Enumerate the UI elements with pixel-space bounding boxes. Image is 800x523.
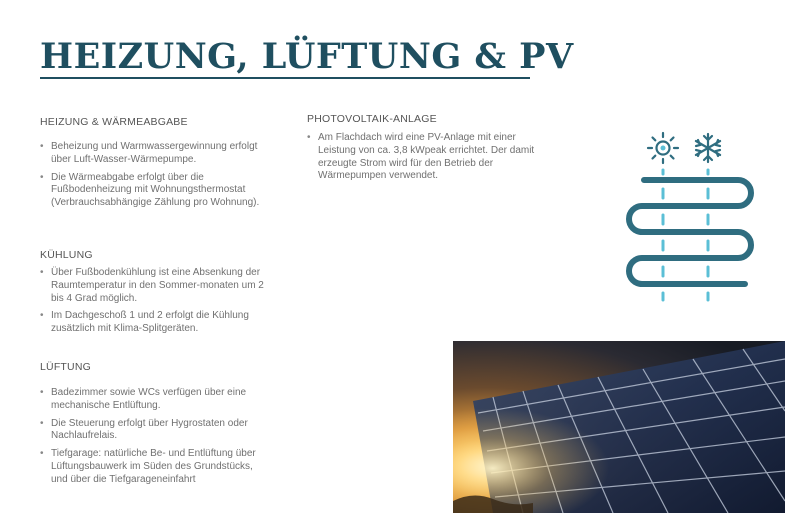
list-item: • Die Steuerung erfolgt über Hygrostaten oder Nachlaufrelais. <box>40 418 270 444</box>
bullet-list <box>40 387 270 487</box>
list-item: • Beheizung und Warmwassergewinnung erfolgt über Luft-Wasser-Wärmepumpe. <box>40 141 270 167</box>
list-item: • Im Dachgeschoß 1 und 2 erfolgt die Kühlung zusätzlich mit Klima-Splitgeräten. <box>40 310 270 336</box>
sun-snowflake-heating-pipe-icon <box>620 128 760 308</box>
list-item: • Über Fußbodenkühlung ist eine Absenkung der Raumtemperatur in den Sommer-monaten um 2 bis 4 Grad möglich. <box>40 267 270 305</box>
section-kuehlung <box>40 249 270 341</box>
section-heading: PHOTOVOLTAIK-ANLAGE <box>307 113 437 125</box>
section-heading: KÜHLUNG <box>40 249 93 261</box>
snowflake-icon <box>696 134 720 162</box>
bullet-list <box>40 141 270 210</box>
section-heading: HEIZUNG & WÄRMEABGABE <box>40 116 188 128</box>
bullet-list <box>40 267 270 336</box>
heating-pipe <box>629 180 751 284</box>
solar-panels-photo <box>453 341 785 513</box>
sun-icon <box>648 133 678 163</box>
list-item: • Tiefgarage: natürliche Be- und Entlüftung über Lüftungsbauwerk im Süden des Grundstücks, und über die Tiefgarageneinfahrt <box>40 448 270 486</box>
section-heizung <box>40 116 270 215</box>
section-pv <box>307 113 542 188</box>
page-title: HEIZUNG, LÜFTUNG & PV <box>40 36 574 77</box>
list-item: • Am Flachdach wird eine PV-Anlage mit einer Leistung von ca. 3,8 kWpeak errichtet. Der damit erzeugte Strom wird für den Betrieb der Wärmepumpen verwendet. <box>307 132 542 183</box>
bullet-list <box>307 132 542 183</box>
title-underline <box>40 77 530 79</box>
list-item: • Badezimmer sowie WCs verfügen über eine mechanische Entlüftung. <box>40 387 270 413</box>
section-lueftung <box>40 361 270 492</box>
list-item: • Die Wärmeabgabe erfolgt über die Fußbodenheizung mit Wohnungsthermostat (Verbrauchsabhängige Zählung pro Wohnung). <box>40 172 270 210</box>
section-heading: LÜFTUNG <box>40 361 91 373</box>
